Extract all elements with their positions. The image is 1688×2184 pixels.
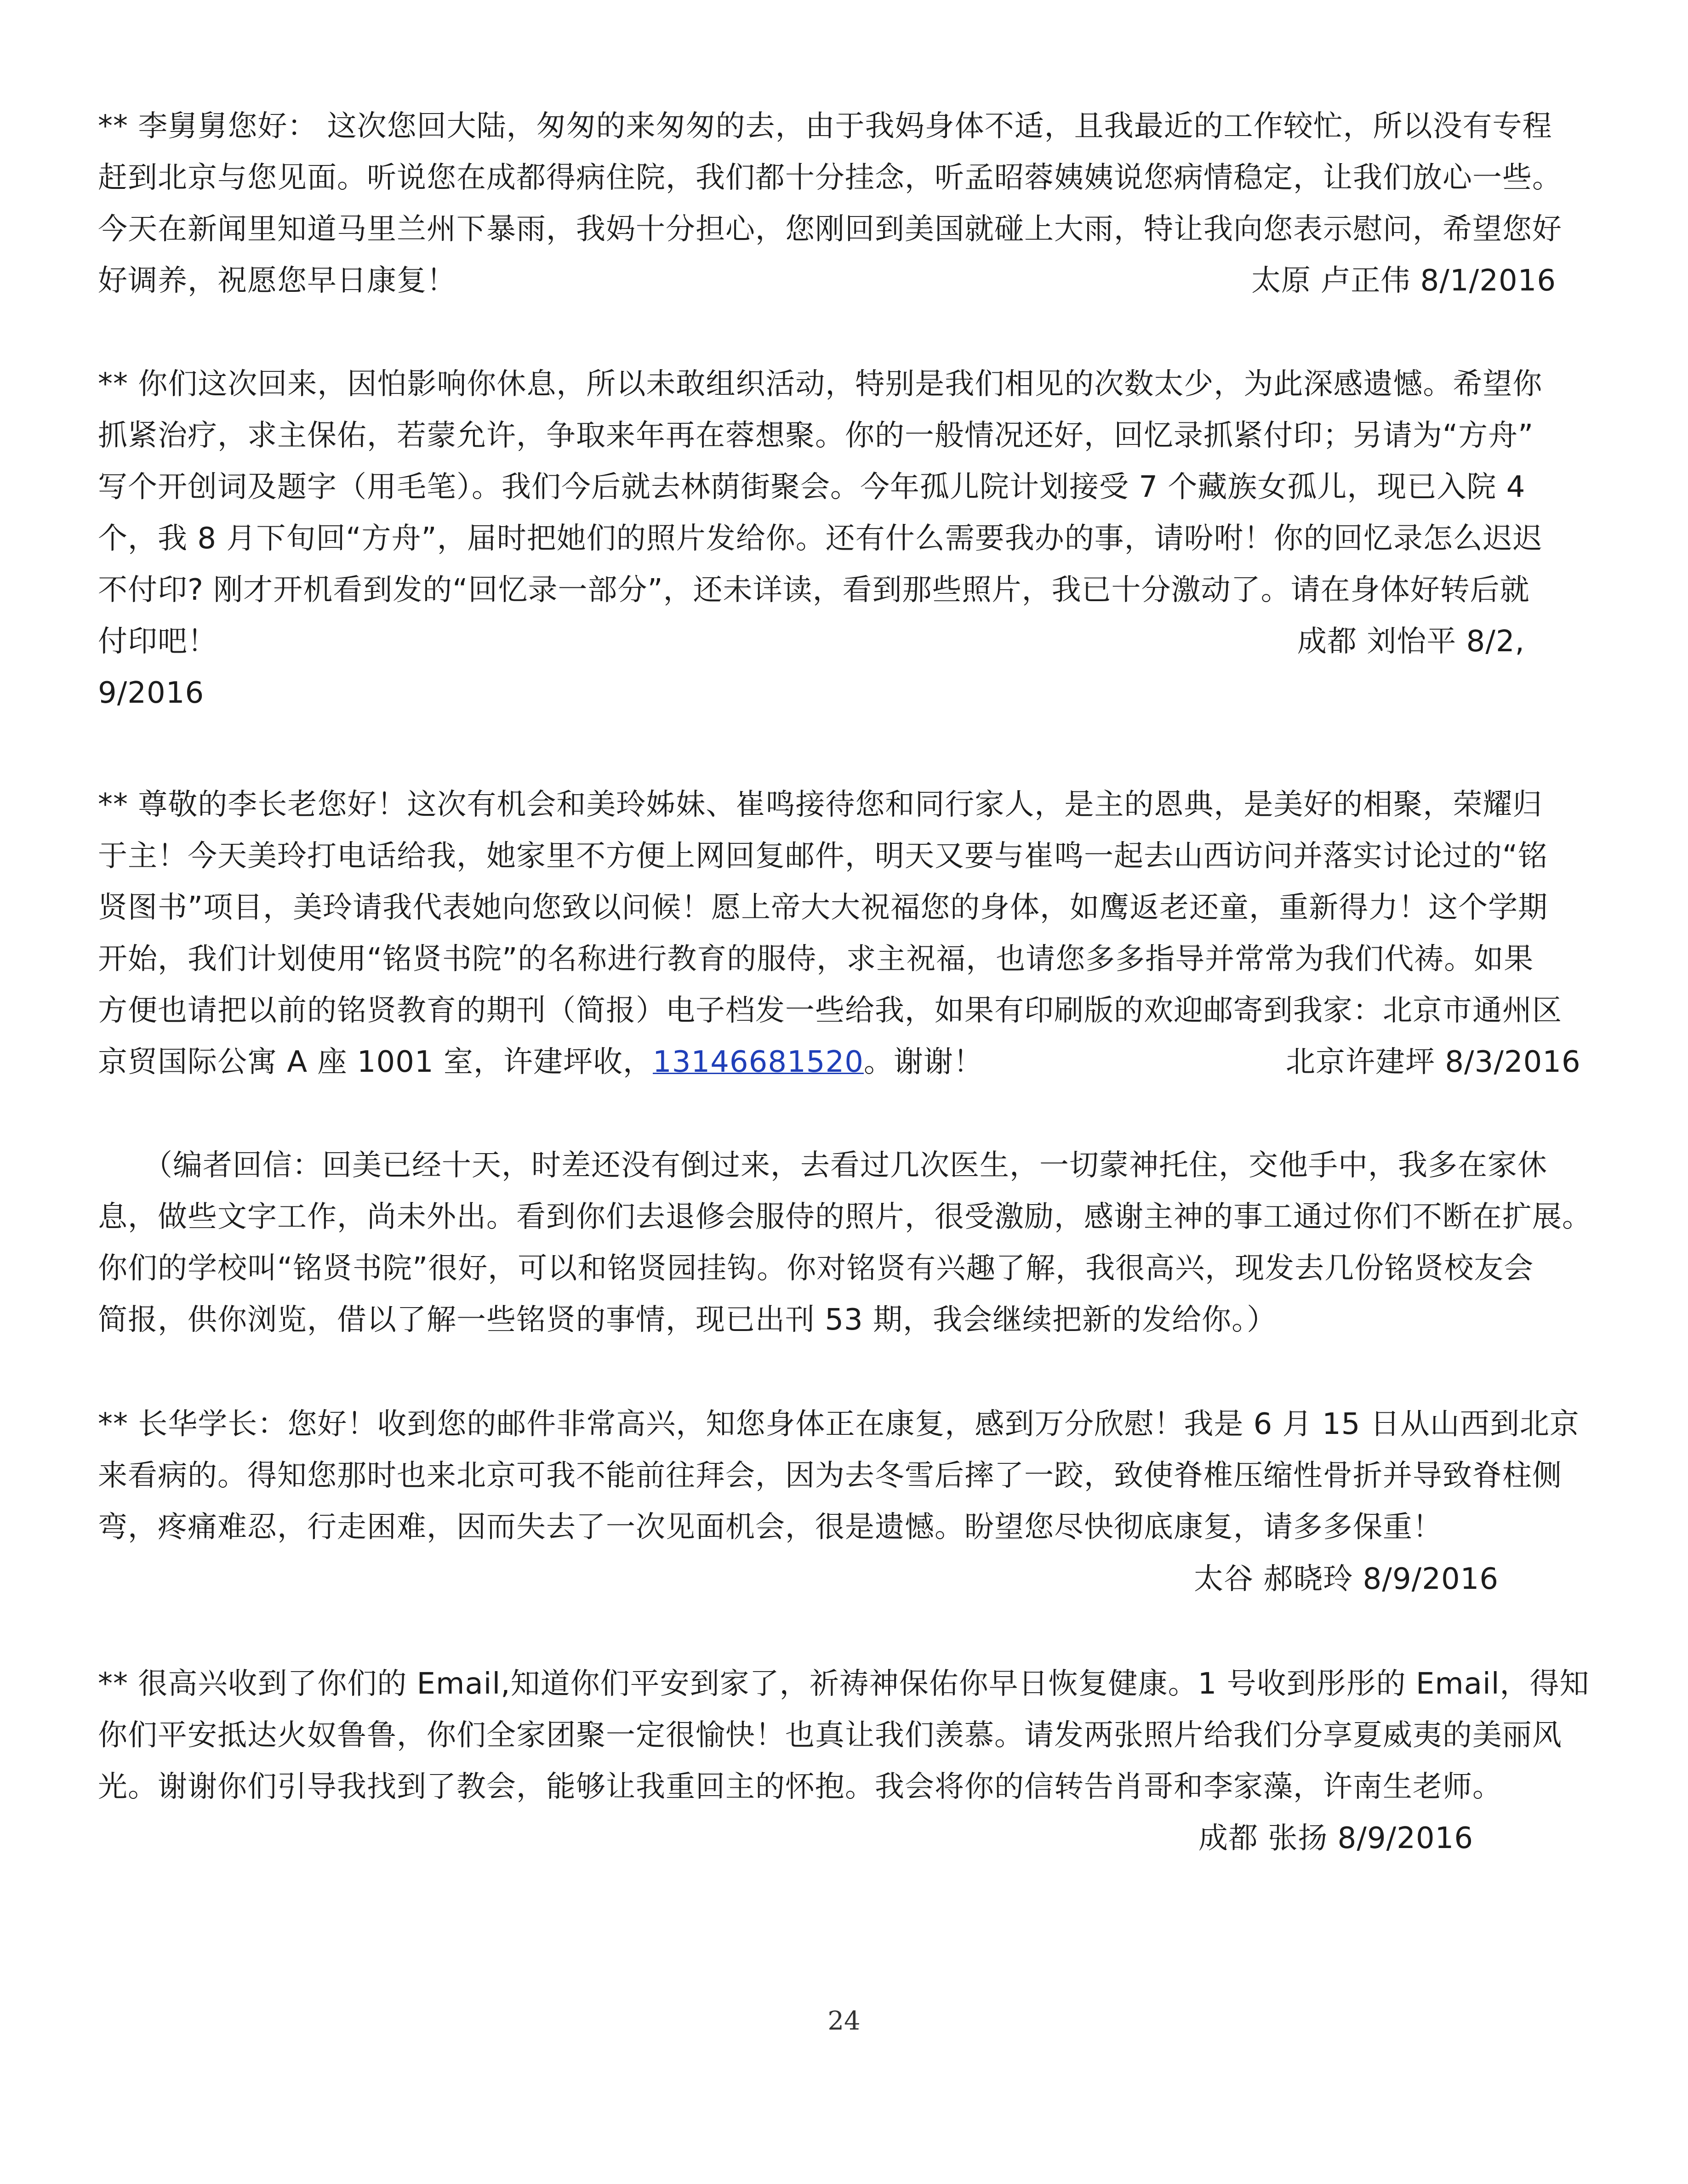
text-line: 今天在新闻里知道马里兰州下暴雨，我妈十分担心，您刚回到美国就碰上大雨，特让我向您表示慰问，希望您好 [98,212,1562,246]
text-line: 个，我 8 月下旬回“方舟”，届时把她们的照片发给你。还有什么需要我办的事，请吩咐！你的回忆录怎么迟迟 [98,522,1543,556]
letter-entry-6 [98,1658,1597,1813]
text-line: 付印吧！ [98,625,217,659]
text-line: 抓紧治疗，求主保佑，若蒙允许，争取来年再在蓉想聚。你的一般情况还好，回忆录抓紧付印；另请为“方舟” [98,419,1534,453]
text-line: 简报，供你浏览，借以了解一些铭贤的事情，现已出刊 53 期，我会继续把新的发给你。） [98,1303,1277,1337]
text-line: 开始，我们计划使用“铭贤书院”的名称进行教育的服侍，求主祝福，也请您多多指导并常常为我们代祷。如果 [98,942,1534,976]
text-line: ** 李舅舅您好： 这次您回大陆，匆匆的来匆匆的去，由于我妈身体不适，且我最近的工作较忙，所以没有专程 [98,109,1552,143]
editor-reply [98,1140,1597,1346]
text-line: ** 你们这次回来，因怕影响你休息，所以未敢组织活动，特别是我们相见的次数太少，为此深感遗憾。希望你 [98,367,1543,401]
text-line: 写个开创词及题字（用毛笔）。我们今后就去林荫街聚会。今年孤儿院计划接受 7 个藏族女孤儿，现已入院 4 [98,470,1526,504]
text-line: 赶到北京与您见面。听说您在成都得病住院，我们都十分挂念，听孟昭蓉姨姨说您病情稳定，让我们放心一些。 [98,161,1562,195]
text-line: 不付印? 刚才开机看到发的“回忆录一部分”，还未详读，看到那些照片，我已十分激动了。请在身体好转后就 [98,573,1530,607]
signature: 北京许建坪 8/3/2016 [1286,1045,1581,1079]
text-line: ** 尊敬的李长老您好！这次有机会和美玲姊妹、崔鸣接待您和同行家人，是主的恩典，是美好的相聚，荣耀归 [98,788,1543,822]
text-line: 9/2016 [98,676,205,710]
text-line: 来看病的。得知您那时也来北京可我不能前往拜会，因为去冬雪后摔了一跤，致使脊椎压缩性骨折并导致脊柱侧 [98,1459,1562,1493]
signature: 成都 刘怡平 8/2, [1297,625,1525,659]
page-number: 24 [827,2006,861,2036]
text-line: 你们平安抵达火奴鲁鲁，你们全家团聚一定很愉快！也真让我们羡慕。请发两张照片给我们分享夏威夷的美丽风 [98,1718,1562,1752]
text-line: 方便也请把以前的铭贤教育的期刊（简报）电子档发一些给我，如果有印刷版的欢迎邮寄到我家：北京市通州区 [98,994,1562,1028]
text-line: 于主！今天美玲打电话给我，她家里不方便上网回复邮件，明天又要与崔鸣一起去山西访问并落实讨论过的“铭 [98,839,1548,873]
phone-link[interactable]: 13146681520 [653,1045,864,1079]
text-line: 你们的学校叫“铭贤书院”很好，可以和铭贤园挂钩。你对铭贤有兴趣了解，我很高兴，现发去几份铭贤校友会 [98,1251,1534,1285]
letter-entry-5 [98,1399,1597,1553]
text-line: ** 长华学长：您好！收到您的邮件非常高兴，知您身体正在康复，感到万分欣慰！我是 6 月 15 日从山西到北京 [98,1407,1580,1441]
text-fragment: 。谢谢！ [863,1045,983,1079]
text-line: 好调养，祝愿您早日康复！ [98,264,456,298]
signature: 太原 卢正伟 8/1/2016 [1251,264,1557,298]
text-line: ** 很高兴收到了你们的 Email,知道你们平安到家了，祈祷神保佑你早日恢复健康。1 号收到彤彤的 Email，得知 [98,1667,1590,1701]
text-line: （编者回信：回美已经十天，时差还没有倒过来，去看过几次医生，一切蒙神托住，交他手中，我多在家休 [98,1149,1547,1183]
text-fragment: 京贸国际公寓 A 座 1001 室，许建坪收， [98,1045,653,1079]
text-line: 息，做些文字工作，尚未外出。看到你们去退修会服侍的照片，很受激励，感谢主神的事工通过你们不断在扩展。 [98,1200,1592,1234]
text-line: 贤图书”项目，美玲请我代表她向您致以问候！愿上帝大大祝福您的身体，如鹰返老还童，重新得力！这个学期 [98,891,1548,925]
signature: 太谷 郝晓玲 8/9/2016 [1194,1562,1499,1596]
text-line: 光。谢谢你们引导我找到了教会，能够让我重回主的怀抱。我会将你的信转告肖哥和李家藻，许南生老师。 [98,1770,1502,1804]
text-line: 弯，疼痛难忍，行走困难，因而失去了一次见面机会，很是遗憾。盼望您尽快彻底康复，请多多保重！ [98,1510,1443,1544]
signature: 成都 张扬 8/9/2016 [1198,1821,1474,1855]
